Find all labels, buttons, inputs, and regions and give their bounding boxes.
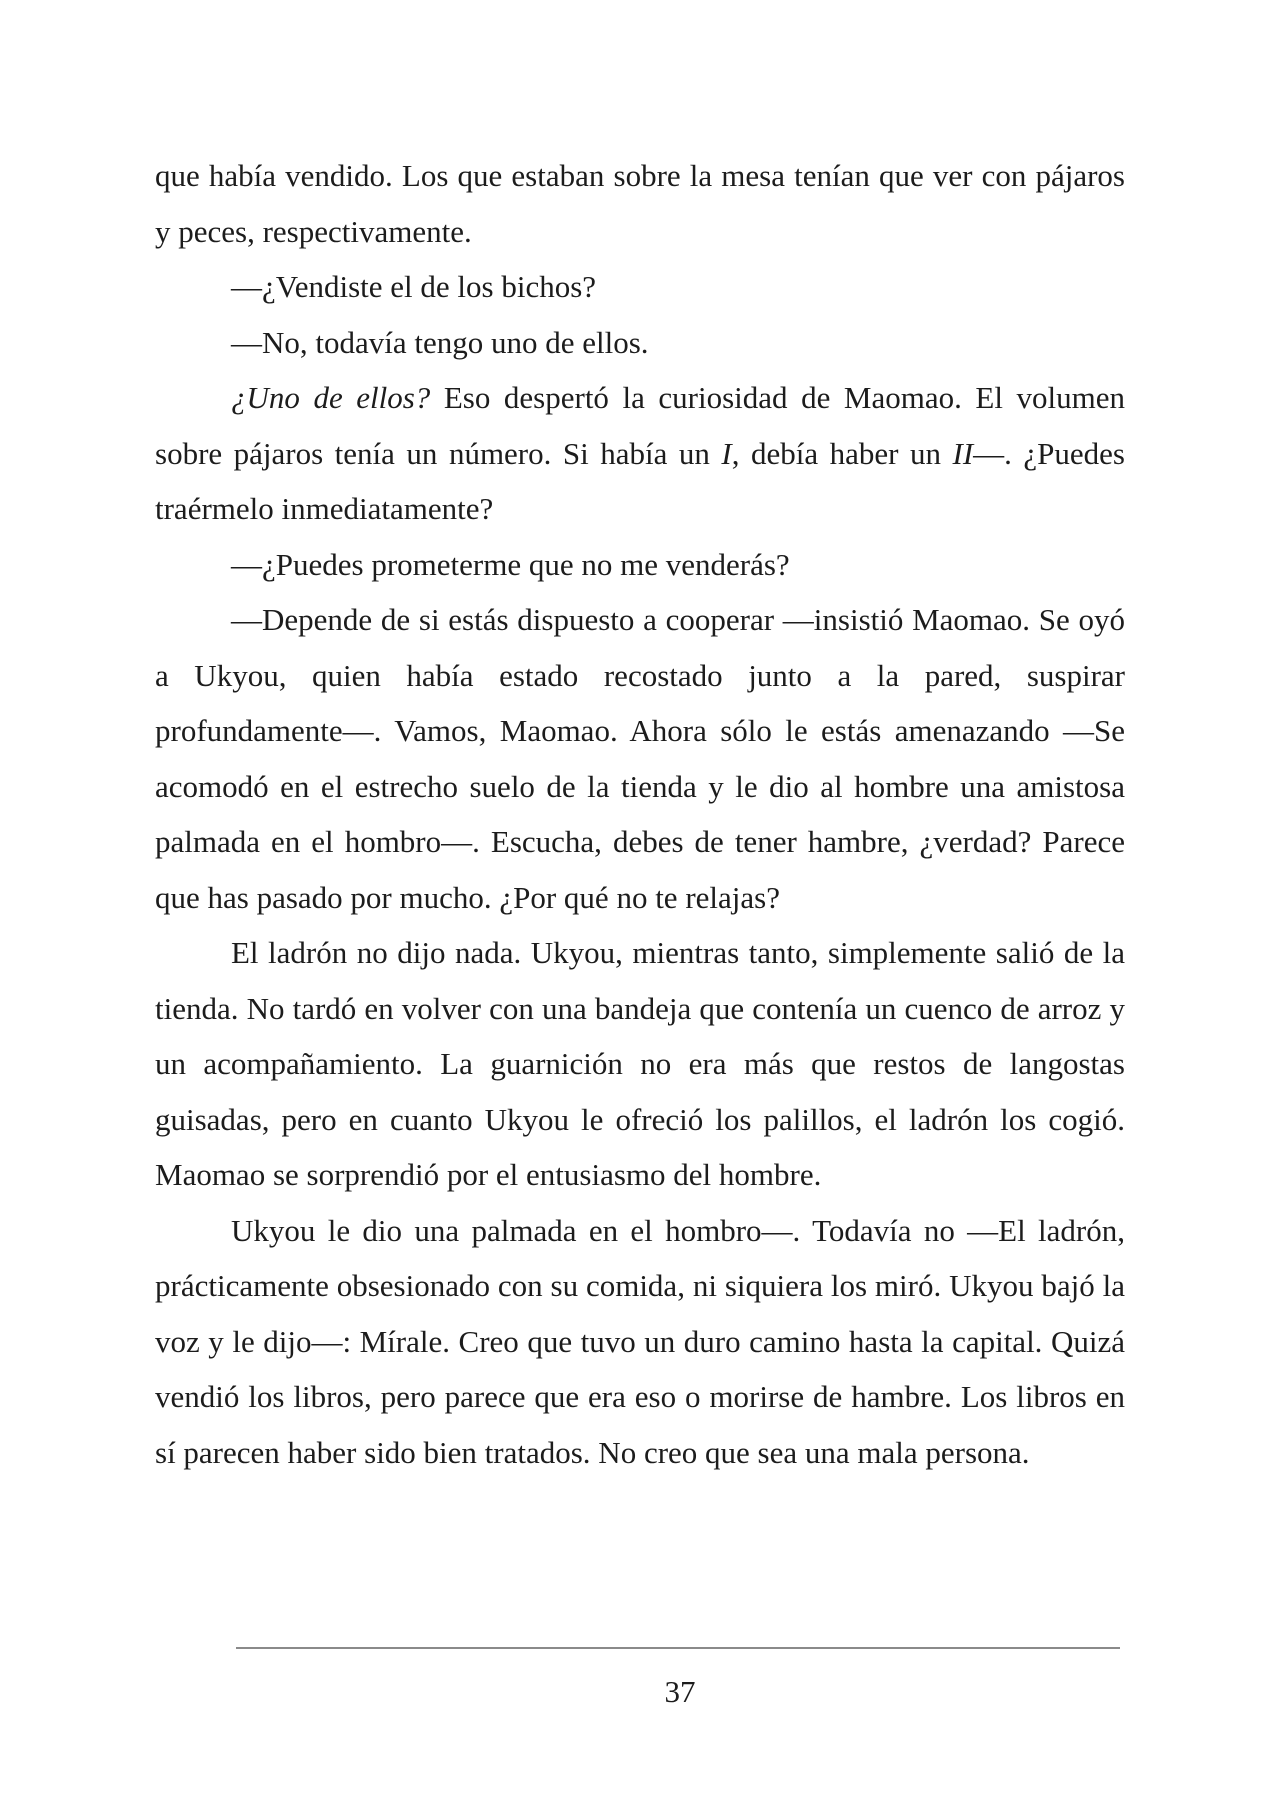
page-body-text	[155, 148, 1125, 1480]
paragraph	[155, 537, 1125, 593]
italic-text: ¿Uno de ellos?	[231, 380, 431, 415]
paragraph-text: Ukyou le dio una palmada en el hombro—. Todavía no —El ladrón, prácticamente obsesionado con su comida, ni siquiera los miró. Ukyou bajó la voz y le dijo—: Mírale. Creo que tuvo un duro camino hasta la capital. Quizá vendió los libros, pero parece que era eso o morirse de hambre. Los libros en sí parecen haber sido bien tratados. No creo que sea una mala persona.	[155, 1212, 1125, 1470]
paragraph	[155, 259, 1125, 315]
paragraph-text: El ladrón no dijo nada. Ukyou, mientras tanto, simplemente salió de la tienda. No tardó en volver con una bandeja que contenía un cuenco de arroz y un acompañamiento. La guarnición no era más que restos de langostas guisadas, pero en cuanto Ukyou le ofreció los palillos, el ladrón los cogió. Maomao se sorprendió por el entusiasmo del hombre.	[155, 935, 1125, 1192]
page-number: 37	[664, 1674, 696, 1709]
paragraph-text: —¿Vendiste el de los bichos?	[231, 269, 597, 304]
paragraph-text: —¿Puedes prometerme que no me venderás?	[231, 546, 790, 582]
paragraph-text: , debía haber un	[731, 435, 953, 471]
paragraph	[155, 1203, 1125, 1481]
paragraph-text: Eso despertó la curiosidad de Maomao. El volumen sobre pájaros tenía un número. Si había un	[155, 380, 1125, 471]
paragraph	[155, 370, 1125, 537]
paragraph-text: —No, todavía tengo uno de ellos.	[231, 324, 649, 360]
italic-text: II	[952, 435, 974, 471]
footer-divider	[236, 1647, 1120, 1649]
paragraph-text: que había vendido. Los que estaban sobre la mesa tenían que ver con pájaros y peces, respectivamente.	[155, 158, 1125, 249]
paragraph-text: —Depende de si estás dispuesto a cooperar —insistió Maomao. Se oyó a Ukyou, quien había estado recostado junto a la pared, suspirar profundamente—. Vamos, Maomao. Ahora sólo le estás amenazando —Se acomodó en el estrecho suelo de la tienda y le dio al hombre una amistosa palmada en el hombro—. Escucha, debes de tener hambre, ¿verdad? Parece que has pasado por mucho. ¿Por qué no te relajas?	[155, 602, 1125, 915]
paragraph	[155, 925, 1125, 1203]
paragraph	[155, 148, 1125, 259]
paragraph	[155, 315, 1125, 371]
paragraph	[155, 592, 1125, 925]
paragraph-text: —. ¿Puedes traérmelo inmediatamente?	[155, 435, 1125, 526]
italic-text: I	[721, 435, 732, 471]
